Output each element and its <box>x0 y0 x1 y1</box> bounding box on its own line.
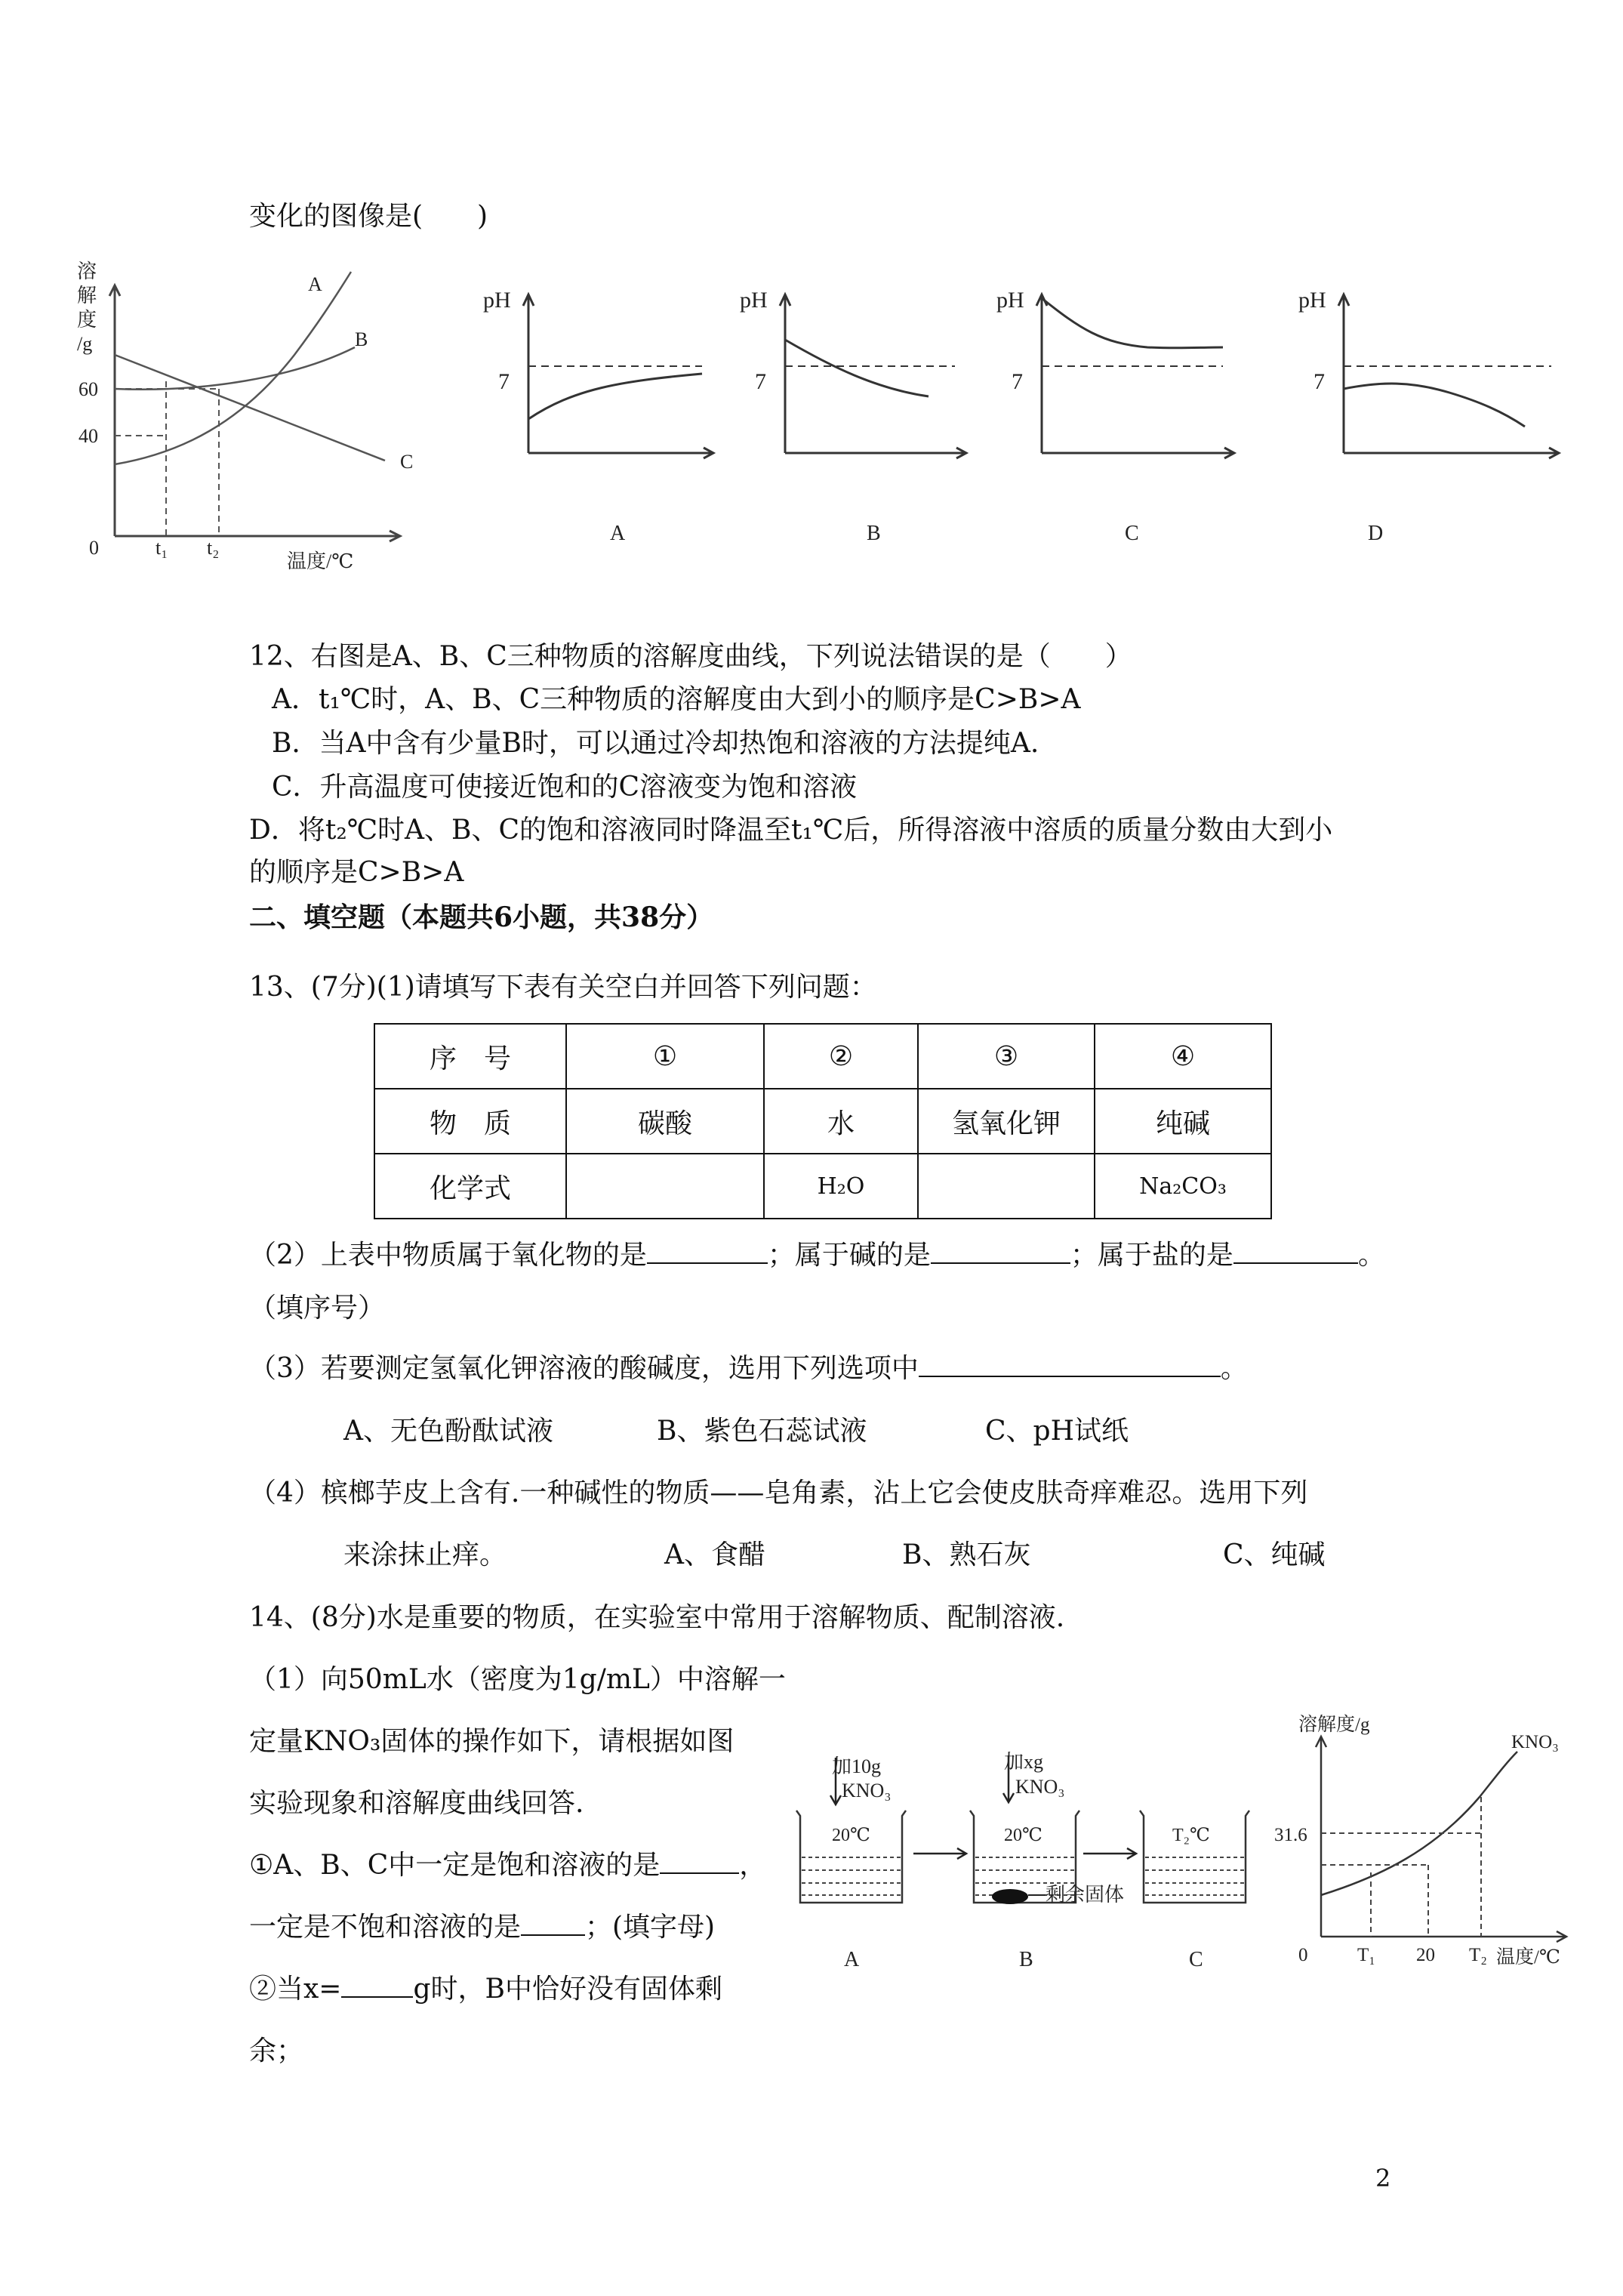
q14-line5 <box>249 1910 715 1945</box>
table-cell: 序 号 <box>374 1024 566 1089</box>
ph-ref-d: 7 <box>1313 369 1325 394</box>
q13-part3 <box>249 1351 1248 1386</box>
kno3-curve <box>1321 1752 1517 1895</box>
curve-label-c: C <box>400 451 414 473</box>
q12-option-d-line2: 的顺序是C>B>A <box>249 857 464 888</box>
ph-label-c: pH <box>996 288 1024 313</box>
ph-chart-a <box>483 276 725 562</box>
y-label-3: 度 <box>77 309 97 331</box>
kno3-xtick-20: 20 <box>1416 1945 1435 1965</box>
table-row <box>374 1154 1271 1219</box>
ph-label-d: pH <box>1298 288 1326 313</box>
kno3-ytick: 31.6 <box>1274 1825 1307 1845</box>
beaker-c-label: C <box>1189 1948 1203 1971</box>
table-cell: ① <box>566 1024 764 1089</box>
y-label-4: /g <box>77 333 93 355</box>
x-label: 温度/℃ <box>287 550 354 572</box>
table-cell: 氢氧化钾 <box>918 1089 1095 1154</box>
x-value-blank[interactable] <box>341 1972 413 1998</box>
q13-part2-c: ；属于盐的是 <box>1070 1240 1233 1271</box>
q12-option-b: B．当A中含有少量B时，可以通过冷却热饱和溶液的方法提纯A. <box>272 728 1039 759</box>
ph-chart-b-label: B <box>867 522 881 545</box>
curve-label-a: A <box>308 273 322 295</box>
section-2-title: 二、填空题（本题共6小题，共38分） <box>249 901 714 933</box>
q12-option-c: C．升高温度可使接近饱和的C溶液变为饱和溶液 <box>272 772 858 803</box>
q13-part2-d: 。 <box>1357 1240 1385 1271</box>
table-row <box>374 1024 1271 1089</box>
beaker-a-label: A <box>844 1948 860 1971</box>
add1-label: 加10g <box>832 1755 882 1777</box>
q13-part3-option-c: C、pH试纸 <box>985 1416 1129 1447</box>
kno3-xtick-0: 0 <box>1298 1945 1308 1965</box>
curve-label-b: B <box>355 328 368 350</box>
q13-part4-b: 来涂抹止痒。 <box>343 1539 507 1570</box>
kno3-solubility-chart <box>1261 1714 1578 1986</box>
q13-part3-end: 。 <box>1220 1353 1248 1384</box>
solubility-chart <box>68 257 445 581</box>
kno3-ylabel: 溶解度/g <box>1298 1715 1370 1735</box>
ph-chart-c-label: C <box>1125 522 1139 545</box>
q14-line6-b: g时，B中恰好没有固体剩 <box>413 1974 722 2005</box>
q13-part3-option-a: A、无色酚酞试液 <box>343 1416 553 1447</box>
q12-stem: 12、右图是A、B、C三种物质的溶解度曲线，下列说法错误的是（ ） <box>249 641 1132 672</box>
y-tick-40: 40 <box>79 425 98 447</box>
table-cell[interactable] <box>918 1154 1095 1219</box>
ph-ref-b: 7 <box>755 369 766 394</box>
q14-line6-a: ②当x= <box>249 1974 342 2005</box>
table-cell: ④ <box>1095 1024 1271 1089</box>
q14-line5-a: 一定是不饱和溶液的是 <box>249 1912 522 1943</box>
ph-ref-c: 7 <box>1012 369 1023 394</box>
x-tick-t1: t₁ <box>156 537 168 559</box>
q14-line2: 定量KNO₃固体的操作如下，请根据如图 <box>249 1726 735 1757</box>
table-cell: Na₂CO₃ <box>1095 1154 1271 1219</box>
add1-sub: KNO₃ <box>842 1780 892 1801</box>
beaker-diagram <box>785 1752 1253 1978</box>
q13-part4-option-c: C、纯碱 <box>1223 1539 1326 1570</box>
base-answer-blank[interactable] <box>931 1238 1070 1264</box>
q13-part2-note: （填序号） <box>249 1293 386 1324</box>
oxide-answer-blank[interactable] <box>647 1238 768 1264</box>
ph-ref-a: 7 <box>498 369 510 394</box>
table-cell: 纯碱 <box>1095 1089 1271 1154</box>
table-cell[interactable] <box>566 1154 764 1219</box>
q14-stem: 14、(8分)水是重要的物质，在实验室中常用于溶解物质、配制溶液. <box>249 1602 1065 1633</box>
q14-line4 <box>249 1848 766 1883</box>
y-label-1: 溶 <box>77 260 97 282</box>
q13-part2-b: ；属于碱的是 <box>767 1240 931 1271</box>
add2-sub: KNO₃ <box>1015 1776 1065 1798</box>
q12-option-d-line1: D．将t₂℃时A、B、C的饱和溶液同时降温至t₁℃后，所得溶液中溶质的质量分数由大到小 <box>249 815 1333 846</box>
curve-c <box>115 355 385 461</box>
unsaturated-blank[interactable] <box>521 1910 585 1936</box>
saturated-blank[interactable] <box>660 1848 739 1874</box>
q14-line1: （1）向50mL水（密度为1g/mL）中溶解一 <box>249 1664 786 1695</box>
q14-line5-b: ；(填字母) <box>585 1912 716 1943</box>
x-tick-t2: t₂ <box>207 537 220 559</box>
q12-option-a: A．t₁℃时，A、B、C三种物质的溶解度由大到小的顺序是C>B>A <box>272 684 1081 715</box>
q13-part3-option-b: B、紫色石蕊试液 <box>657 1416 867 1447</box>
table-row <box>374 1089 1271 1154</box>
y-tick-60: 60 <box>79 378 98 400</box>
kno3-xtick-t2: T₂ <box>1469 1945 1487 1965</box>
q14-line7: 余； <box>249 2036 304 2066</box>
kno3-xtick-t1: T₁ <box>1357 1945 1375 1965</box>
origin: 0 <box>89 537 99 559</box>
q13-part3-text: （3）若要测定氢氧化钾溶液的酸碱度，选用下列选项中 <box>249 1353 919 1384</box>
ph-chart-c <box>996 276 1253 562</box>
q14-line4-a: ①A、B、C中一定是饱和溶液的是 <box>249 1850 661 1881</box>
top-line: 变化的图像是( ) <box>249 201 488 232</box>
table-cell: ③ <box>918 1024 1095 1089</box>
residue-solid <box>992 1889 1028 1904</box>
ph-label-b: pH <box>740 288 768 313</box>
page-number: 2 <box>1375 2164 1391 2193</box>
add2-label: 加xg <box>1004 1752 1044 1773</box>
table-cell: 化学式 <box>374 1154 566 1219</box>
ph-chart-a-label: A <box>610 522 626 545</box>
beaker-b-temp: 20℃ <box>1004 1826 1042 1845</box>
table-cell: 碳酸 <box>566 1089 764 1154</box>
ph-chart-b <box>740 276 981 562</box>
chem-table <box>374 1023 1272 1219</box>
table-cell: H₂O <box>764 1154 918 1219</box>
q13-part4: （4）槟榔芋皮上含有.一种碱性的物质——皂角素，沾上它会使皮肤奇痒难忍。选用下列 <box>249 1478 1308 1509</box>
q13-part4-option-a: A、食醋 <box>664 1539 765 1570</box>
q13-part2-a: （2）上表中物质属于氧化物的是 <box>249 1240 647 1271</box>
ph-chart-d <box>1298 276 1570 562</box>
q13-part4-option-b: B、熟石灰 <box>902 1539 1031 1570</box>
table-cell: ② <box>764 1024 918 1089</box>
beaker-c-temp: T₂℃ <box>1172 1826 1210 1845</box>
q14-line6 <box>249 1972 722 2007</box>
q14-line3: 实验现象和溶解度曲线回答. <box>249 1788 584 1819</box>
table-cell: 水 <box>764 1089 918 1154</box>
ph-label-a: pH <box>483 288 511 313</box>
beaker-b-label: B <box>1019 1948 1033 1971</box>
y-label-2: 解 <box>77 285 97 307</box>
q14-line4-b: ， <box>739 1850 767 1881</box>
table-cell: 物 质 <box>374 1089 566 1154</box>
kno3-series-label: KNO₃ <box>1511 1732 1559 1752</box>
ph-chart-d-label: D <box>1368 522 1384 545</box>
kno3-xlabel: 温度/℃ <box>1496 1947 1560 1968</box>
q13-stem: 13、(7分)(1)请填写下表有关空白并回答下列问题： <box>249 972 877 1003</box>
q13-part2 <box>249 1238 1385 1273</box>
ph-method-blank[interactable] <box>919 1351 1221 1377</box>
salt-answer-blank[interactable] <box>1233 1238 1358 1264</box>
beaker-a-temp: 20℃ <box>832 1826 870 1845</box>
residue-label: 剩余固体 <box>1046 1884 1125 1906</box>
